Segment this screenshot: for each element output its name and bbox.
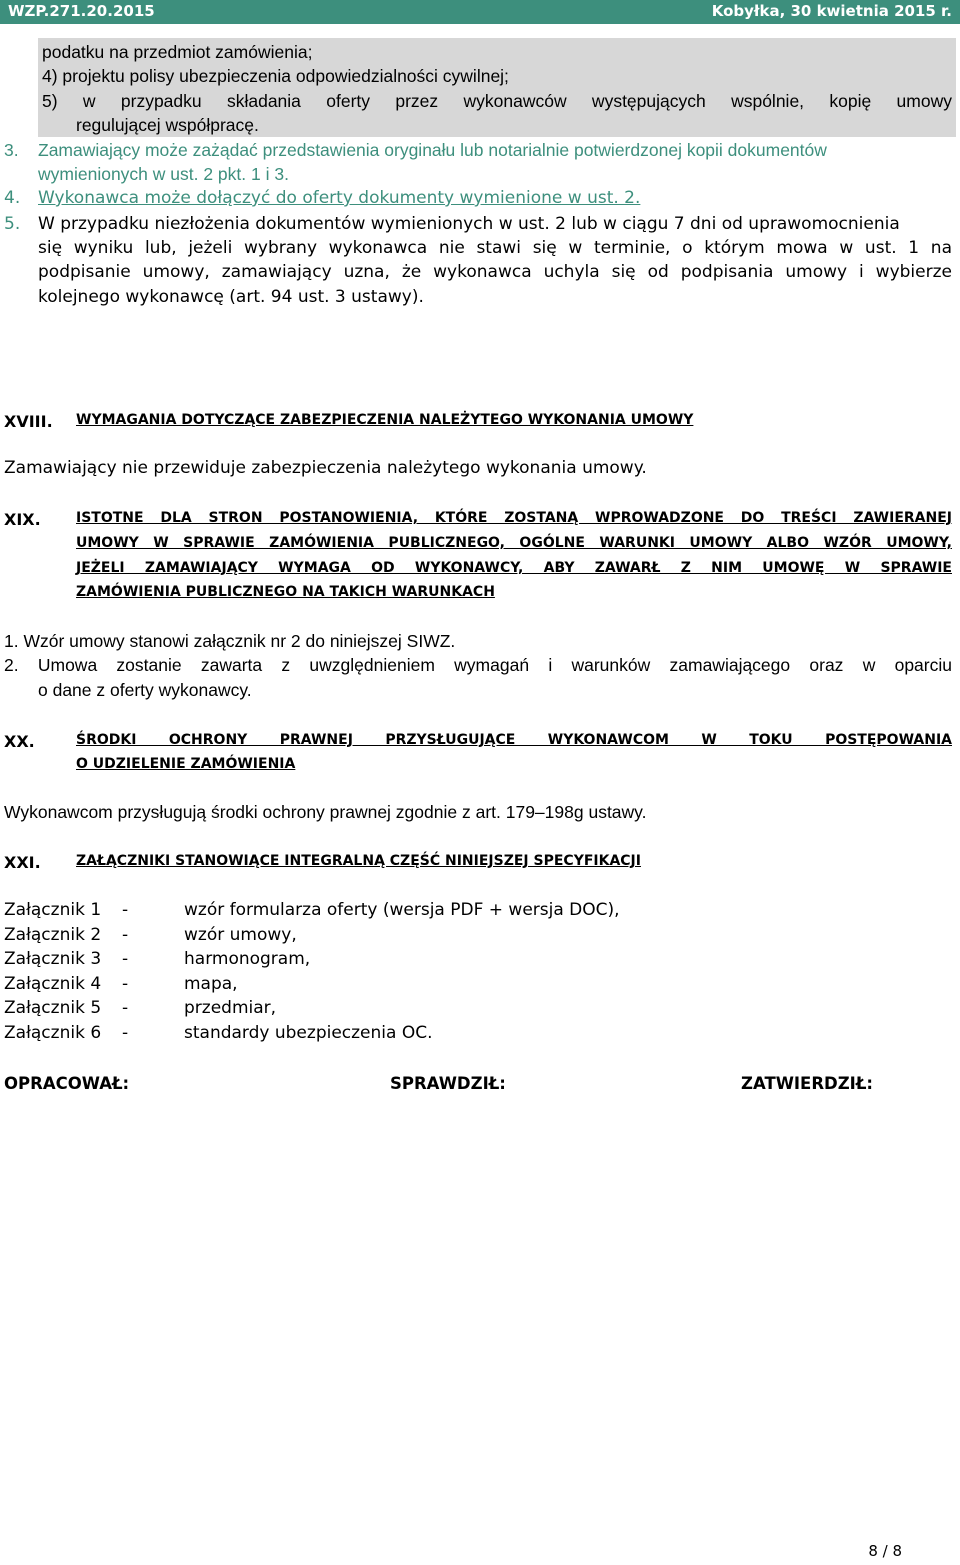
highlight-line-2: 4) projektu polisy ubezpieczenia odpowiedzialności cywilnej;	[42, 66, 509, 86]
section-xx-number: XX.	[4, 732, 35, 751]
point-5-line-2: się wyniku lub, jeżeli wybrany wykonawca nie stawi się w terminie, o którym mowa w ust. 1 na	[38, 238, 952, 258]
section-xviii-number: XVIII.	[4, 412, 53, 431]
point-3-number: 3.	[4, 140, 19, 160]
section-xix-item-1: 1. Wzór umowy stanowi załącznik nr 2 do niniejszej SIWZ.	[4, 631, 456, 651]
attachment-label: Załącznik 1	[4, 900, 102, 920]
section-xix-title-line-4: ZAMÓWIENIA PUBLICZNEGO NA TAKICH WARUNKACH	[76, 584, 495, 600]
signature-checked: SPRAWDZIŁ:	[390, 1074, 506, 1093]
attachment-description: harmonogram,	[184, 949, 311, 969]
point-5-line-3: podpisanie umowy, zamawiający uzna, że wykonawca uchyla się od podpisania umowy i wybierze	[38, 262, 952, 282]
attachment-label: Załącznik 5	[4, 998, 102, 1018]
section-xix-number: XIX.	[4, 510, 41, 529]
attachment-label: Załącznik 4	[4, 974, 102, 994]
point-5-line-4: kolejnego wykonawcę (art. 94 ust. 3 ustawy).	[38, 287, 424, 307]
attachment-description: wzór formularza oferty (wersja PDF + wersja DOC),	[184, 900, 620, 920]
page-header	[0, 0, 960, 24]
attachment-description: wzór umowy,	[184, 925, 297, 945]
section-xviii-title: WYMAGANIA DOTYCZĄCE ZABEZPIECZENIA NALEŻYTEGO WYKONANIA UMOWY	[76, 412, 694, 428]
section-xviii-body: Zamawiający nie przewiduje zabezpieczenia należytego wykonania umowy.	[4, 458, 647, 478]
place-date: Kobyłka, 30 kwietnia 2015 r.	[711, 2, 952, 20]
section-xix-title-line-2: UMOWY W SPRAWIE ZAMÓWIENIA PUBLICZNEGO, OGÓLNE WARUNKI UMOWY ALBO WZÓR UMOWY,	[76, 535, 952, 551]
section-xix-title-line-1: ISTOTNE DLA STRON POSTANOWIENIA, KTÓRE ZOSTANĄ WPROWADZONE DO TREŚCI ZAWIERANEJ	[76, 510, 952, 526]
attachment-dash: -	[122, 949, 129, 969]
attachment-label: Załącznik 6	[4, 1023, 102, 1043]
section-xix-item-2-line-1: 2. Umowa zostanie zawarta z uwzględnieniem wymagań i warunków zamawiającego oraz w oparciu	[4, 655, 952, 675]
point-4-number: 4.	[4, 188, 21, 208]
attachment-description: mapa,	[184, 974, 238, 994]
attachment-label: Załącznik 3	[4, 949, 102, 969]
point-3-line-2: wymienionych w ust. 2 pkt. 1 i 3.	[38, 164, 289, 184]
attachment-description: standardy ubezpieczenia OC.	[184, 1023, 433, 1043]
point-4-text: Wykonawca może dołączyć do oferty dokumenty wymienione w ust. 2.	[38, 188, 641, 208]
page-number: 8 / 8	[868, 1542, 902, 1560]
point-5-line-1: W przypadku niezłożenia dokumentów wymienionych w ust. 2 lub w ciągu 7 dni od uprawomocnienia	[38, 214, 900, 234]
attachment-dash: -	[122, 998, 129, 1018]
signature-prepared: OPRACOWAŁ:	[4, 1074, 130, 1093]
section-xxi-title: ZAŁĄCZNIKI STANOWIĄCE INTEGRALNĄ CZĘŚĆ NINIEJSZEJ SPECYFIKACJI	[76, 853, 641, 869]
section-xxi-number: XXI.	[4, 853, 41, 872]
document-reference: WZP.271.20.2015	[8, 2, 155, 20]
section-xx-body: Wykonawcom przysługują środki ochrony prawnej zgodnie z art. 179–198g ustawy.	[4, 802, 647, 822]
section-xix-item-2-line-2: o dane z oferty wykonawcy.	[38, 680, 252, 700]
attachment-dash: -	[122, 900, 129, 920]
highlight-line-3: 5) w przypadku składania oferty przez wykonawców występujących wspólnie, kopię umowy	[42, 91, 952, 111]
section-xx-title-line-2: O UDZIELENIE ZAMÓWIENIA	[76, 756, 296, 772]
section-xx-title-line-1: ŚRODKI OCHRONY PRAWNEJ PRZYSŁUGUJĄCE WYKONAWCOM W TOKU POSTĘPOWANIA	[76, 732, 952, 748]
highlight-line-4: regulującej współpracę.	[76, 115, 259, 135]
attachment-dash: -	[122, 1023, 129, 1043]
highlight-line-1: podatku na przedmiot zamówienia;	[42, 42, 313, 62]
attachment-label: Załącznik 2	[4, 925, 102, 945]
attachment-dash: -	[122, 925, 129, 945]
attachment-description: przedmiar,	[184, 998, 277, 1018]
point-3-line-1: Zamawiający może zażądać przedstawienia oryginału lub notarialnie potwierdzonej kopii dokumentów	[38, 140, 827, 160]
point-5-number: 5.	[4, 214, 21, 234]
signature-approved: ZATWIERDZIŁ:	[741, 1074, 874, 1093]
attachment-dash: -	[122, 974, 129, 994]
section-xix-title-line-3: JEŻELI ZAMAWIAJĄCY WYMAGA OD WYKONAWCY, ABY ZAWARŁ Z NIM UMOWĘ W SPRAWIE	[76, 560, 952, 576]
